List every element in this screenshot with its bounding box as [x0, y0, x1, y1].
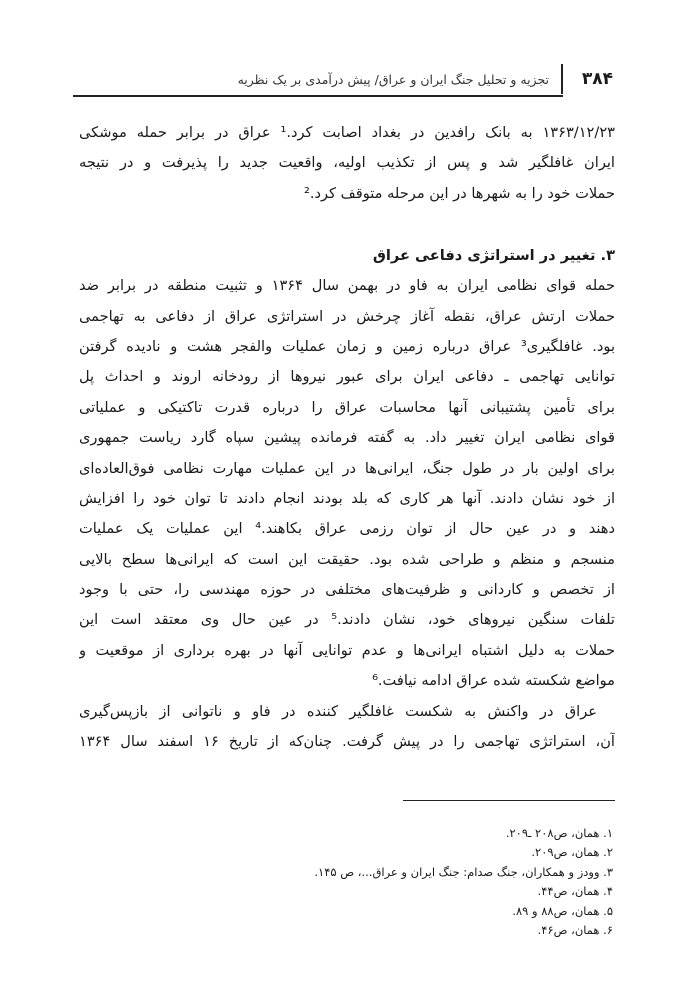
text-line: آن، استراتژی تهاجمی را در پیش گرفت. چنان‌که از تاریخ ۱۶ اسفند سال ۱۳۶۴ — [79, 733, 615, 751]
section-heading: ۳. تغییر در استراتژی دفاعی عراق — [372, 247, 615, 265]
text-line: برای تأمین پشتیبانی آنها محاسبات عراق را درباره قدرت تاکتیکی و عملیاتی — [79, 398, 615, 416]
text-line: حملات خود را به شهرها در این مرحله متوقف کرد.² — [303, 184, 615, 202]
running-title: تجزیه و تحلیل جنگ ایران و عراق/ پیش درآمدی بر یک نظریه — [237, 72, 549, 87]
running-header — [73, 62, 613, 98]
footnote: ۵. همان، ص۸۸ و ۸۹. — [512, 903, 613, 918]
text-line: منسجم و منظم و طراحی شده بود. حقیقت این است که ایرانی‌ها سطح بالایی — [79, 550, 615, 568]
text-line: بود. غافلگیری³ عراق درباره زمین و زمان عملیات والفجر هشت و نادیده گرفتن — [79, 337, 615, 355]
text-line: حملات به دلیل اشتباه ایرانی‌ها و عدم توانایی آنها در بهره برداری از موقعیت و — [79, 641, 615, 659]
text-line: قوای نظامی ایران تغییر داد. به گفته فرمانده پیشین سپاه گارد ریاست جمهوری — [79, 429, 615, 447]
text-line: ایران غافلگیر شد و پس از تکذیب اولیه، واقعیت جدید را پذیرفت و در نتیجه — [79, 154, 615, 172]
text-line: مواضع شکسته شده عراق ادامه نیافت.⁶ — [372, 672, 615, 690]
text-line: حمله قوای نظامی ایران به فاو در بهمن سال ۱۳۶۴ و تثبیت منطقه در برابر ضد — [79, 277, 615, 295]
header-separator — [561, 64, 563, 94]
paragraph-gap — [79, 209, 615, 240]
body-text — [79, 118, 615, 757]
header-rule — [73, 95, 563, 97]
page-number: ۳۸۴ — [581, 69, 613, 89]
footnote: ۲. همان، ص۲۰۹. — [531, 845, 613, 860]
footnote: ۶. همان، ص۴۶. — [537, 922, 613, 937]
text-line: تلفات سنگین نیروهای خود، نشان دادند.⁵ در عین حال وی معتقد است این — [79, 611, 615, 629]
text-line: حملات ارتش عراق، نقطه آغاز چرخش در استراتژی عراق از دفاعی به تهاجمی — [79, 307, 615, 325]
text-line: توانایی تهاجمی ـ دفاعی ایران برای عبور نیروها از رودخانه اروند و احداث پل — [79, 368, 615, 386]
text-line: دهند و در عین حال از توان رزمی عراق بکاهند.⁴ این عملیات یک عملیات — [79, 520, 615, 538]
text-line: از خود نشان دادند. آنها هر کاری که بلد بودند انجام دادند تا توان خود را افزایش — [79, 489, 615, 507]
footnote: ۴. همان، ص۴۴. — [537, 884, 613, 899]
footnote-rule — [403, 800, 615, 801]
text-line: عراق در واکنش به شکست غافلگیر کننده در فاو و ناتوانی از بازپس‌گیری — [79, 702, 597, 720]
text-line: ۱۳۶۳/۱۲/۲۳ به بانک رافدین در بغداد اصابت کرد.¹ عراق در برابر حمله موشکی — [79, 124, 615, 141]
text-line: برای اولین بار در طول جنگ، ایرانی‌ها در این عملیات مهارت نظامی فوق‌العاده‌ای — [79, 459, 615, 477]
footnotes — [77, 824, 613, 940]
footnote: ۳. وودز و همکاران، جنگ صدام: جنگ ایران و عراق...، ص ۱۴۵. — [314, 864, 613, 879]
footnote: ۱. همان، ص۲۰۸ ـ۲۰۹. — [505, 826, 613, 840]
text-line: از تخصص و کاردانی و ظرفیت‌های مختلفی در حوزه مهندسی را، حتی با وجود — [79, 581, 615, 599]
